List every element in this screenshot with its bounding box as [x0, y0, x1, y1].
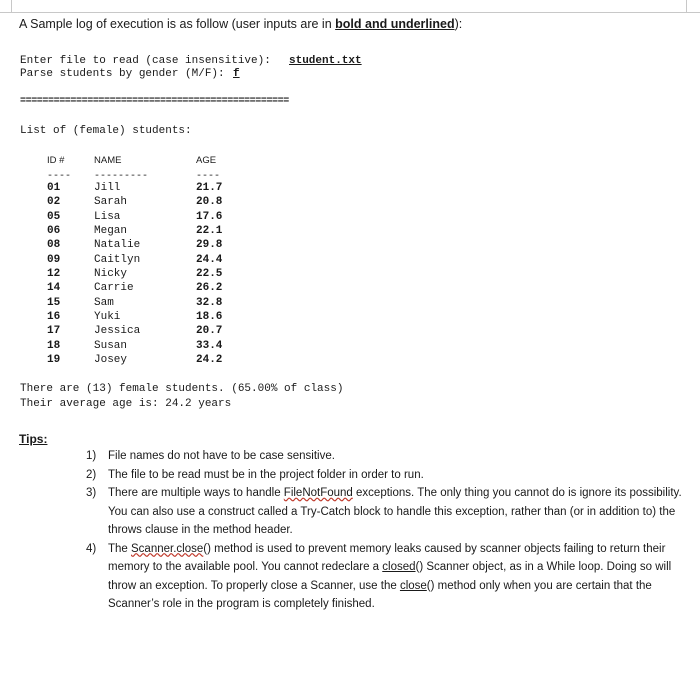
table-row: [0, 182, 260, 196]
column-header-age: AGE: [196, 155, 217, 166]
tip-code-term: FileNotFound: [283, 487, 353, 499]
tips-title: Tips:: [19, 432, 48, 446]
tip-text: The file to be read must be in the project folder in order to run.: [108, 468, 424, 481]
student-id: 12: [47, 268, 61, 281]
student-id: 08: [47, 239, 61, 252]
column-header-name: NAME: [94, 155, 122, 166]
student-name: Jessica: [94, 325, 141, 338]
frame-left-tick: [11, 0, 12, 13]
separator-line: ================================================: [20, 96, 289, 107]
student-id: 14: [47, 282, 61, 295]
student-age: 33.4: [196, 339, 223, 352]
intro-suffix: ):: [454, 17, 463, 31]
student-id: 02: [47, 196, 61, 209]
tips-list: [86, 447, 682, 614]
tip-code-term: close: [399, 579, 427, 592]
tip-item: [86, 540, 682, 614]
student-name: Sam: [94, 296, 114, 309]
frame-right-tick: [686, 0, 687, 13]
student-age: 29.8: [196, 239, 223, 252]
student-id: 18: [47, 339, 61, 352]
table-row: [0, 282, 260, 296]
student-id: 01: [47, 182, 61, 194]
summary-count: There are (13) female students. (65.00% of class): [20, 383, 344, 395]
student-name: Nicky: [94, 268, 128, 281]
dash-age: ----: [196, 171, 221, 182]
student-name: Josey: [94, 354, 128, 367]
prompt-gender: Parse students by gender (M/F):: [20, 68, 232, 80]
student-id: 17: [47, 325, 61, 338]
student-id: 05: [47, 210, 61, 223]
table-row: [0, 225, 260, 239]
tip-text: File names do not have to be case sensitive.: [108, 450, 335, 462]
table-row: [0, 196, 260, 210]
tip-number: 2): [86, 468, 97, 481]
student-id: 15: [47, 296, 61, 309]
student-id: 19: [47, 354, 61, 367]
column-header-id: ID #: [47, 155, 65, 166]
input-file: student.txt: [289, 55, 362, 67]
intro-emphasis: bold and underlined: [335, 17, 455, 31]
student-table: [0, 182, 260, 368]
tip-code-term: closed: [382, 561, 416, 573]
student-name: Carrie: [94, 282, 134, 295]
student-age: 32.8: [196, 296, 223, 309]
student-age: 20.8: [196, 196, 223, 209]
student-age: 24.2: [196, 354, 223, 367]
student-age: 21.7: [196, 182, 223, 194]
table-row: [0, 311, 260, 325]
tip-text: () Scanner object, as in a While loop. Doing so will throw an exception. To properly close a Scanner, use the: [108, 561, 672, 592]
student-name: Yuki: [94, 311, 121, 324]
student-age: 24.4: [196, 253, 223, 266]
dash-id: ----: [47, 171, 72, 182]
tip-item: [86, 484, 682, 540]
student-age: 20.7: [196, 325, 223, 338]
student-name: Susan: [94, 339, 128, 352]
tip-text: There are multiple ways to handle: [108, 487, 284, 499]
student-age: 18.6: [196, 311, 223, 324]
tip-item: [86, 466, 682, 485]
student-age: 17.6: [196, 210, 223, 223]
table-row: [0, 268, 260, 282]
prompt-file: Enter file to read (case insensitive):: [20, 55, 278, 67]
student-name: Natalie: [94, 239, 141, 252]
tip-text: () method is used to prevent memory leaks caused by scanner objects failing to return their memory to the available pool. You cannot redeclare a: [108, 542, 666, 573]
tip-text: exceptions. The only thing you cannot do is ignore its possibility. You can also use a construct called a Try-Catch block to handle this exception, rather than (or in addition to) the throws clause in the method header.: [108, 487, 682, 536]
summary-age: Their average age is: 24.2 years: [20, 398, 232, 410]
intro-prefix: A Sample log of execution is as follow (user inputs are in: [19, 17, 336, 31]
intro-sentence: [19, 17, 462, 31]
tip-text: The: [108, 542, 132, 555]
table-row: [0, 239, 260, 253]
table-row: [0, 254, 260, 268]
student-age: 22.1: [196, 225, 223, 238]
table-row: [0, 211, 260, 225]
student-name: Caitlyn: [94, 253, 141, 266]
student-id: 06: [47, 225, 61, 238]
tip-text: () method only when you are certain that the Scanner’s role in the program is completely finished.: [108, 579, 652, 610]
student-name: Sarah: [94, 196, 128, 209]
student-id: 16: [47, 311, 61, 324]
frame-top-line: [0, 12, 700, 13]
tip-number: 4): [86, 542, 97, 555]
tip-item: [86, 447, 682, 466]
list-heading: List of (female) students:: [20, 125, 192, 137]
tip-number: 3): [86, 487, 97, 499]
student-name: Jill: [94, 182, 121, 194]
student-age: 26.2: [196, 282, 223, 295]
student-id: 09: [47, 253, 61, 266]
tip-number: 1): [86, 450, 97, 462]
table-row: [0, 354, 260, 368]
dash-name: ---------: [94, 171, 149, 182]
input-gender: f: [233, 68, 240, 80]
table-row: [0, 340, 260, 354]
student-age: 22.5: [196, 268, 223, 281]
table-row: [0, 325, 260, 339]
student-name: Megan: [94, 225, 128, 238]
table-row: [0, 297, 260, 311]
student-name: Lisa: [94, 210, 121, 223]
tip-code-term: Scanner.close: [131, 542, 204, 555]
